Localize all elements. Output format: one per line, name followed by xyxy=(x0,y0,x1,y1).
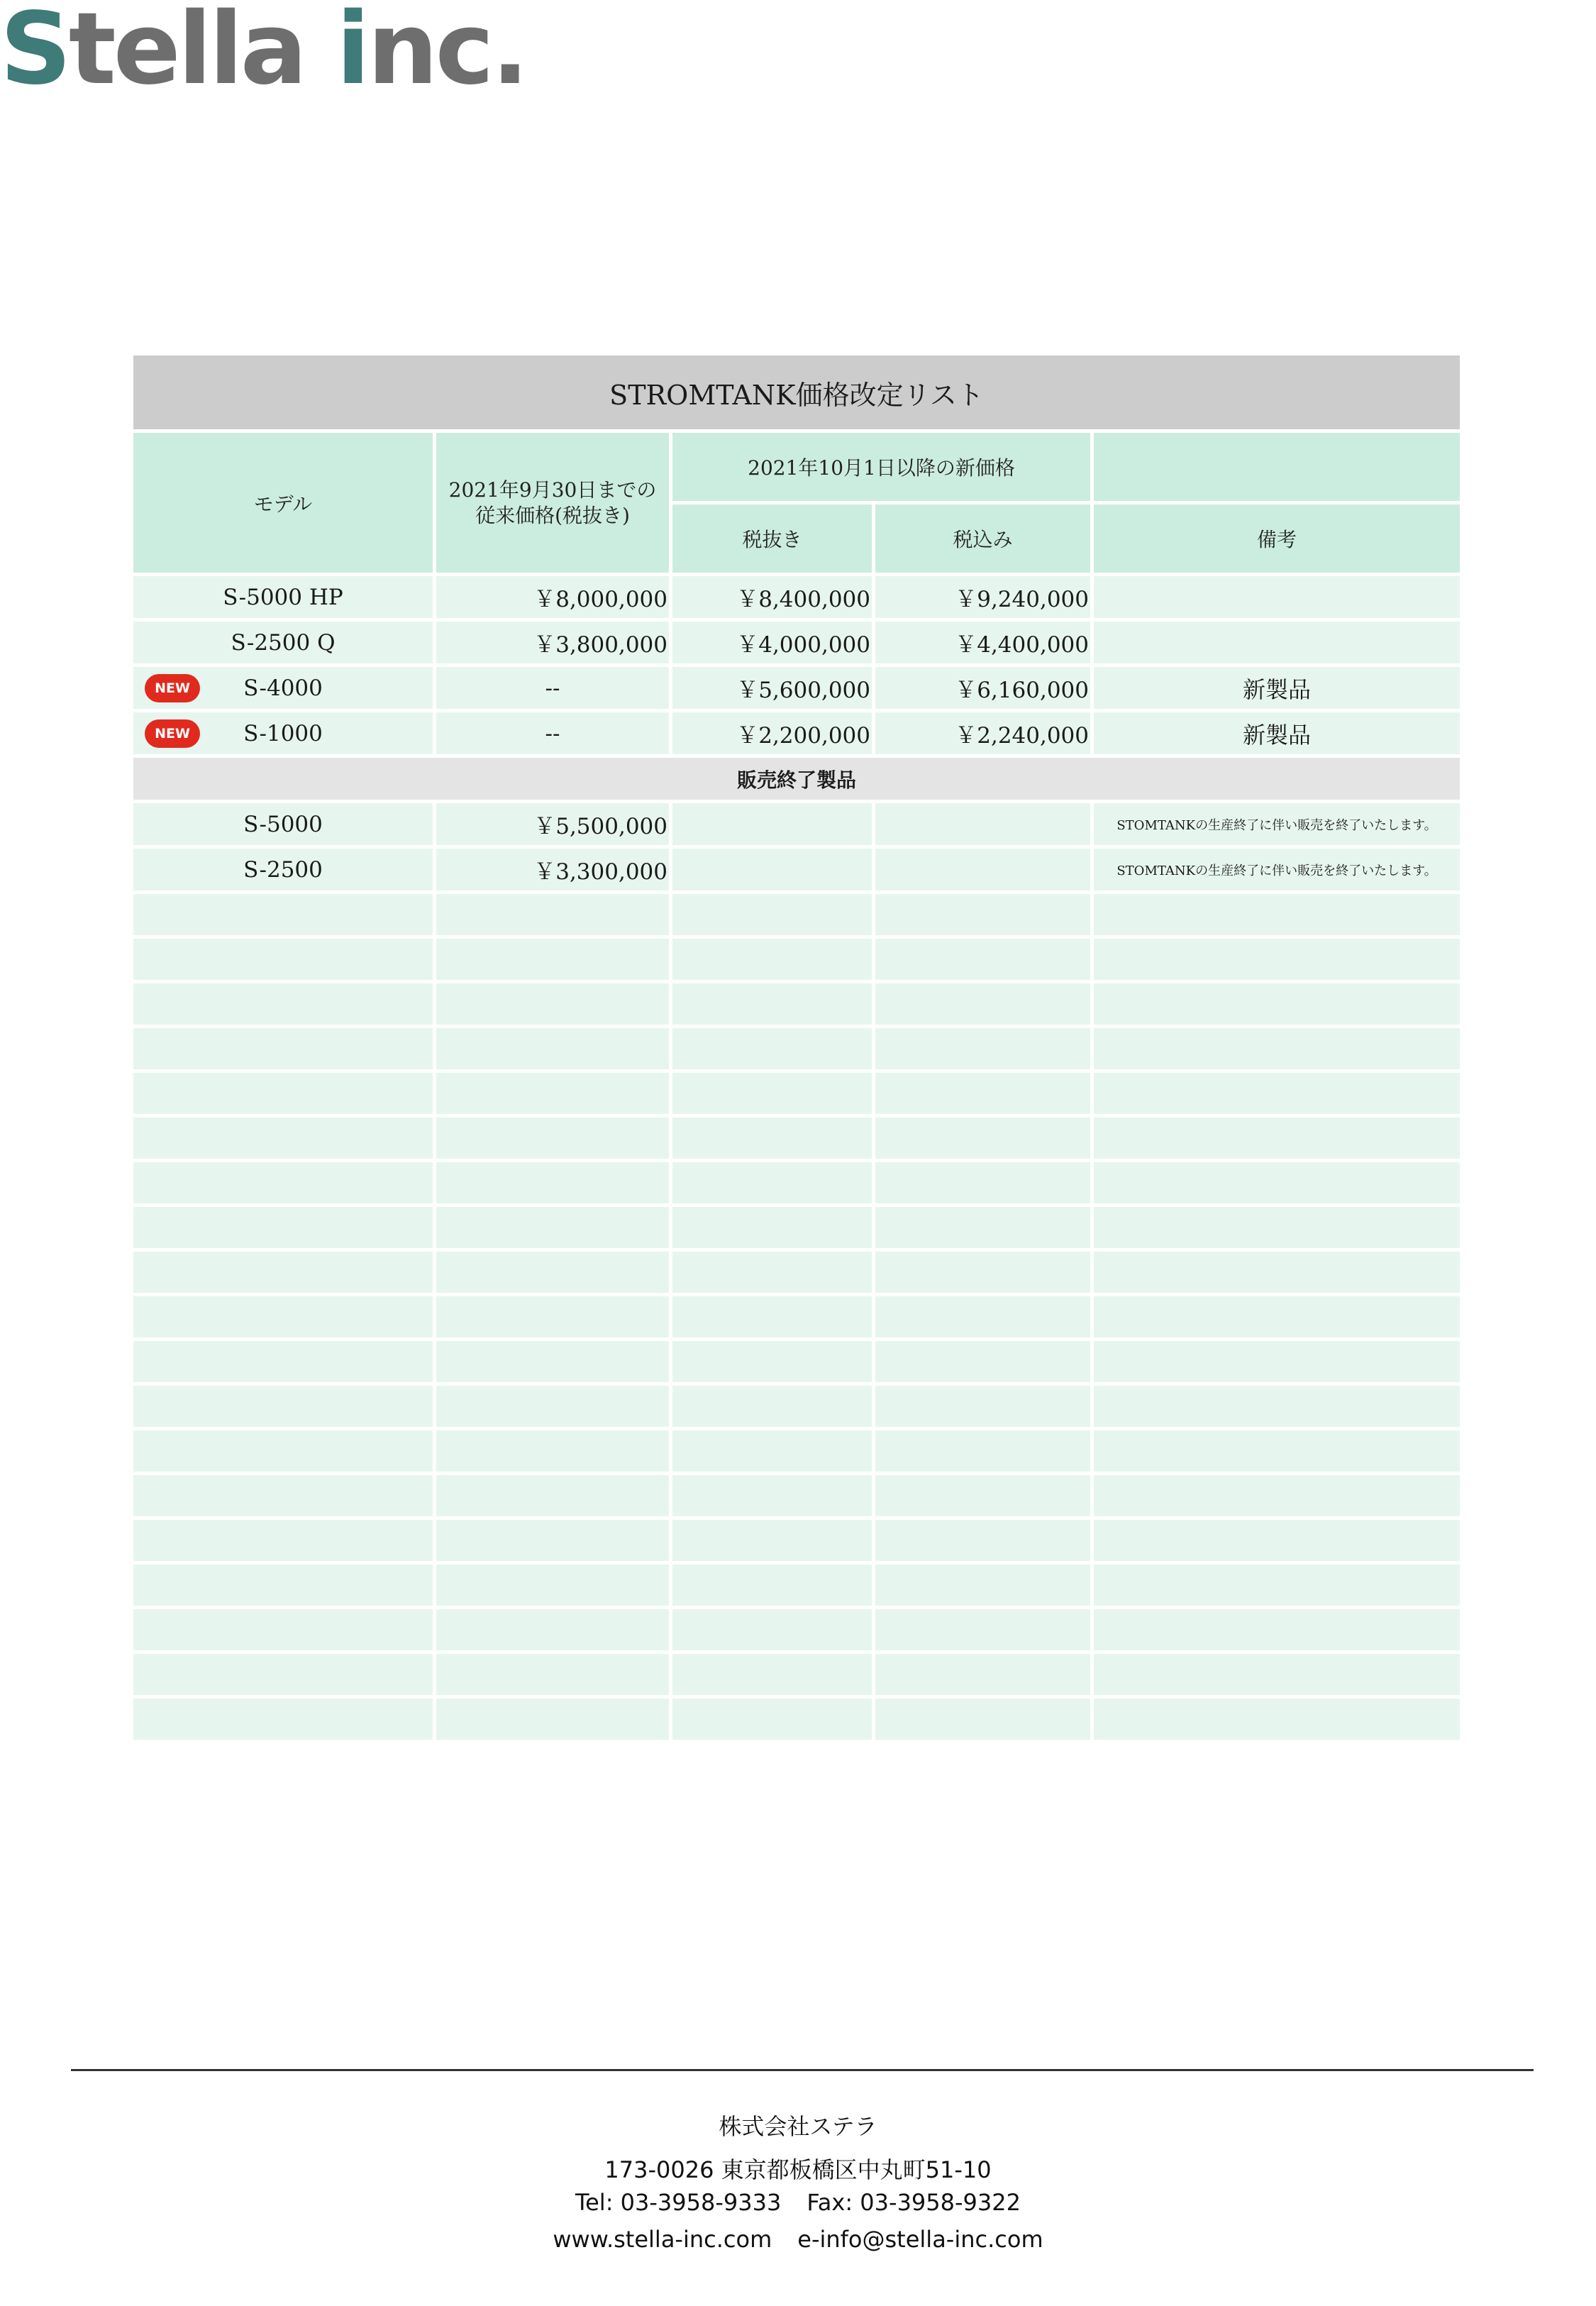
table-row xyxy=(132,620,1462,666)
empty-cell xyxy=(1092,1250,1462,1295)
empty-cell xyxy=(132,1027,435,1071)
footer-divider xyxy=(71,2069,1534,2071)
empty-cell xyxy=(671,1295,874,1340)
tax-excl-cell: ￥5,600,000 xyxy=(671,666,874,711)
logo-letter-i: i xyxy=(336,0,367,107)
logo-letter-s: S xyxy=(0,0,69,107)
empty-cell xyxy=(671,1340,874,1384)
empty-cell xyxy=(874,1608,1092,1653)
tax-excl-cell: ￥4,000,000 xyxy=(671,620,874,666)
empty-cell xyxy=(435,1340,671,1384)
empty-row xyxy=(132,1340,1462,1384)
empty-cell xyxy=(874,982,1092,1027)
new-badge: NEW xyxy=(145,719,200,748)
empty-cell xyxy=(1092,1116,1462,1161)
empty-row xyxy=(132,1161,1462,1206)
footer-company-name: 株式会社ステラ xyxy=(719,2113,877,2140)
empty-cell xyxy=(874,1518,1092,1563)
empty-cell xyxy=(874,1206,1092,1250)
empty-cell xyxy=(874,1429,1092,1474)
new-badge: NEW xyxy=(145,674,200,702)
empty-cell xyxy=(671,1116,874,1161)
empty-row xyxy=(132,1295,1462,1340)
empty-cell xyxy=(132,1295,435,1340)
model-cell: S-5000 HP xyxy=(132,575,435,620)
empty-cell xyxy=(132,1563,435,1608)
empty-cell xyxy=(1092,1340,1462,1384)
price-revision-table xyxy=(130,352,1463,1743)
empty-row xyxy=(132,1608,1462,1653)
empty-cell xyxy=(132,893,435,937)
empty-cell xyxy=(874,1697,1092,1742)
empty-cell xyxy=(132,1474,435,1518)
empty-cell xyxy=(874,1027,1092,1071)
empty-cell xyxy=(671,1250,874,1295)
empty-cell xyxy=(1092,1697,1462,1742)
logo-text-nc: nc. xyxy=(367,0,526,107)
empty-cell xyxy=(435,1563,671,1608)
old-price-cell: -- xyxy=(435,666,671,711)
header-old-price: 2021年9月30日までの 従来価格(税抜き) xyxy=(435,431,671,575)
empty-cell xyxy=(132,1161,435,1206)
model-cell xyxy=(132,711,435,756)
empty-cell xyxy=(1092,1295,1462,1340)
old-price-cell: ￥3,800,000 xyxy=(435,620,671,666)
empty-cell xyxy=(435,1697,671,1742)
table-row xyxy=(132,575,1462,620)
table-title: STROMTANK価格改定リスト xyxy=(132,354,1462,431)
empty-cell xyxy=(435,1071,671,1116)
empty-cell xyxy=(671,1563,874,1608)
empty-cell xyxy=(132,1608,435,1653)
empty-cell xyxy=(874,893,1092,937)
empty-cell xyxy=(132,1653,435,1697)
tax-incl-cell xyxy=(874,847,1092,893)
empty-cell xyxy=(132,1518,435,1563)
empty-cell xyxy=(1092,982,1462,1027)
empty-cell xyxy=(671,1161,874,1206)
model-cell: S-5000 xyxy=(132,802,435,847)
old-price-cell: ￥5,500,000 xyxy=(435,802,671,847)
header-remarks: 備考 xyxy=(1092,503,1462,575)
empty-cell xyxy=(1092,1027,1462,1071)
empty-cell xyxy=(1092,1563,1462,1608)
empty-cell xyxy=(874,1340,1092,1384)
table-row xyxy=(132,666,1462,711)
empty-cell xyxy=(132,1250,435,1295)
empty-cell xyxy=(1092,1384,1462,1429)
empty-cell xyxy=(435,937,671,982)
empty-row xyxy=(132,1250,1462,1295)
empty-cell xyxy=(671,1518,874,1563)
empty-row xyxy=(132,1429,1462,1474)
empty-cell xyxy=(132,1116,435,1161)
empty-cell xyxy=(874,1653,1092,1697)
empty-cell xyxy=(435,1474,671,1518)
empty-cell xyxy=(1092,1653,1462,1697)
company-logo xyxy=(0,0,526,107)
remarks-cell xyxy=(1092,620,1462,666)
empty-cell xyxy=(671,1027,874,1071)
empty-row xyxy=(132,982,1462,1027)
remarks-cell xyxy=(1092,575,1462,620)
remarks-cell: 新製品 xyxy=(1092,666,1462,711)
empty-cell xyxy=(1092,1474,1462,1518)
empty-cell xyxy=(1092,1429,1462,1474)
empty-cell xyxy=(132,1429,435,1474)
footer-contact-online xyxy=(0,2226,1596,2253)
empty-cell xyxy=(435,1384,671,1429)
empty-cell xyxy=(874,1161,1092,1206)
empty-cell xyxy=(671,893,874,937)
empty-row xyxy=(132,937,1462,982)
empty-cell xyxy=(132,1340,435,1384)
empty-cell xyxy=(671,1384,874,1429)
empty-cell xyxy=(1092,1518,1462,1563)
empty-row xyxy=(132,1518,1462,1563)
empty-cell xyxy=(1092,1161,1462,1206)
empty-row xyxy=(132,1474,1462,1518)
empty-row xyxy=(132,1563,1462,1608)
tax-incl-cell: ￥9,240,000 xyxy=(874,575,1092,620)
empty-cell xyxy=(435,1250,671,1295)
tax-incl-cell: ￥6,160,000 xyxy=(874,666,1092,711)
empty-cell xyxy=(132,1384,435,1429)
empty-cell xyxy=(671,1429,874,1474)
old-price-cell: -- xyxy=(435,711,671,756)
empty-cell xyxy=(671,1697,874,1742)
empty-cell xyxy=(1092,937,1462,982)
empty-cell xyxy=(435,1206,671,1250)
empty-cell xyxy=(435,1027,671,1071)
remarks-cell: 新製品 xyxy=(1092,711,1462,756)
tax-excl-cell xyxy=(671,847,874,893)
empty-row xyxy=(132,893,1462,937)
header-tax-excl: 税抜き xyxy=(671,503,874,575)
empty-cell xyxy=(671,1653,874,1697)
empty-cell xyxy=(874,1563,1092,1608)
empty-cell xyxy=(435,1429,671,1474)
empty-cell xyxy=(132,1206,435,1250)
footer-fax: Fax: 03-3958-9322 xyxy=(807,2189,1021,2216)
empty-cell xyxy=(1092,1206,1462,1250)
empty-cell xyxy=(874,937,1092,982)
empty-row xyxy=(132,1653,1462,1697)
empty-cell xyxy=(435,1161,671,1206)
empty-row xyxy=(132,1697,1462,1742)
empty-cell xyxy=(435,1295,671,1340)
old-price-cell: ￥8,000,000 xyxy=(435,575,671,620)
empty-cell xyxy=(874,1295,1092,1340)
tax-excl-cell: ￥8,400,000 xyxy=(671,575,874,620)
footer-email-link[interactable]: e-info@stella-inc.com xyxy=(797,2226,1043,2253)
header-new-price-group: 2021年10月1日以降の新価格 xyxy=(671,431,1092,503)
empty-cell xyxy=(671,1608,874,1653)
footer-tel: Tel: 03-3958-9333 xyxy=(575,2189,782,2216)
empty-cell xyxy=(874,1474,1092,1518)
model-cell xyxy=(132,666,435,711)
empty-row xyxy=(132,1027,1462,1071)
empty-cell xyxy=(132,1071,435,1116)
empty-cell xyxy=(1092,893,1462,937)
header-remarks-top xyxy=(1092,431,1462,503)
tax-incl-cell xyxy=(874,802,1092,847)
logo-text-tella: tella xyxy=(68,0,336,107)
header-model: モデル xyxy=(132,431,435,575)
tax-incl-cell: ￥4,400,000 xyxy=(874,620,1092,666)
remarks-cell: STOMTANKの生産終了に伴い販売を終了いたします。 xyxy=(1092,802,1462,847)
model-name: S-4000 xyxy=(243,675,323,701)
empty-cell xyxy=(1092,1608,1462,1653)
table-row xyxy=(132,847,1462,893)
empty-row xyxy=(132,1071,1462,1116)
tax-excl-cell xyxy=(671,802,874,847)
old-price-cell: ￥3,300,000 xyxy=(435,847,671,893)
empty-cell xyxy=(435,982,671,1027)
tax-excl-cell: ￥2,200,000 xyxy=(671,711,874,756)
tax-incl-cell: ￥2,240,000 xyxy=(874,711,1092,756)
discontinued-section-header xyxy=(132,756,1462,802)
empty-cell xyxy=(874,1116,1092,1161)
model-cell: S-2500 xyxy=(132,847,435,893)
empty-row xyxy=(132,1116,1462,1161)
empty-cell xyxy=(671,937,874,982)
empty-cell xyxy=(1092,1071,1462,1116)
empty-cell xyxy=(671,1206,874,1250)
empty-cell xyxy=(435,1518,671,1563)
footer-address: 173-0026 東京都板橋区中丸町51-10 xyxy=(604,2156,992,2183)
empty-row xyxy=(132,1384,1462,1429)
empty-cell xyxy=(874,1384,1092,1429)
empty-cell xyxy=(132,937,435,982)
empty-cell xyxy=(132,982,435,1027)
model-cell: S-2500 Q xyxy=(132,620,435,666)
empty-cell xyxy=(874,1071,1092,1116)
empty-cell xyxy=(435,893,671,937)
empty-cell xyxy=(132,1697,435,1742)
empty-cell xyxy=(671,982,874,1027)
empty-cell xyxy=(671,1071,874,1116)
table-row xyxy=(132,711,1462,756)
remarks-cell: STOMTANKの生産終了に伴い販売を終了いたします。 xyxy=(1092,847,1462,893)
discontinued-label: 販売終了製品 xyxy=(132,756,1462,802)
empty-cell xyxy=(435,1653,671,1697)
empty-row xyxy=(132,1206,1462,1250)
footer-website-link[interactable]: www.stella-inc.com xyxy=(553,2226,772,2253)
model-name: S-1000 xyxy=(243,720,323,746)
empty-cell xyxy=(435,1608,671,1653)
footer-contact-phone xyxy=(0,2189,1596,2216)
empty-cell xyxy=(671,1474,874,1518)
header-tax-incl: 税込み xyxy=(874,503,1092,575)
table-row xyxy=(132,802,1462,847)
empty-cell xyxy=(435,1116,671,1161)
empty-cell xyxy=(874,1250,1092,1295)
